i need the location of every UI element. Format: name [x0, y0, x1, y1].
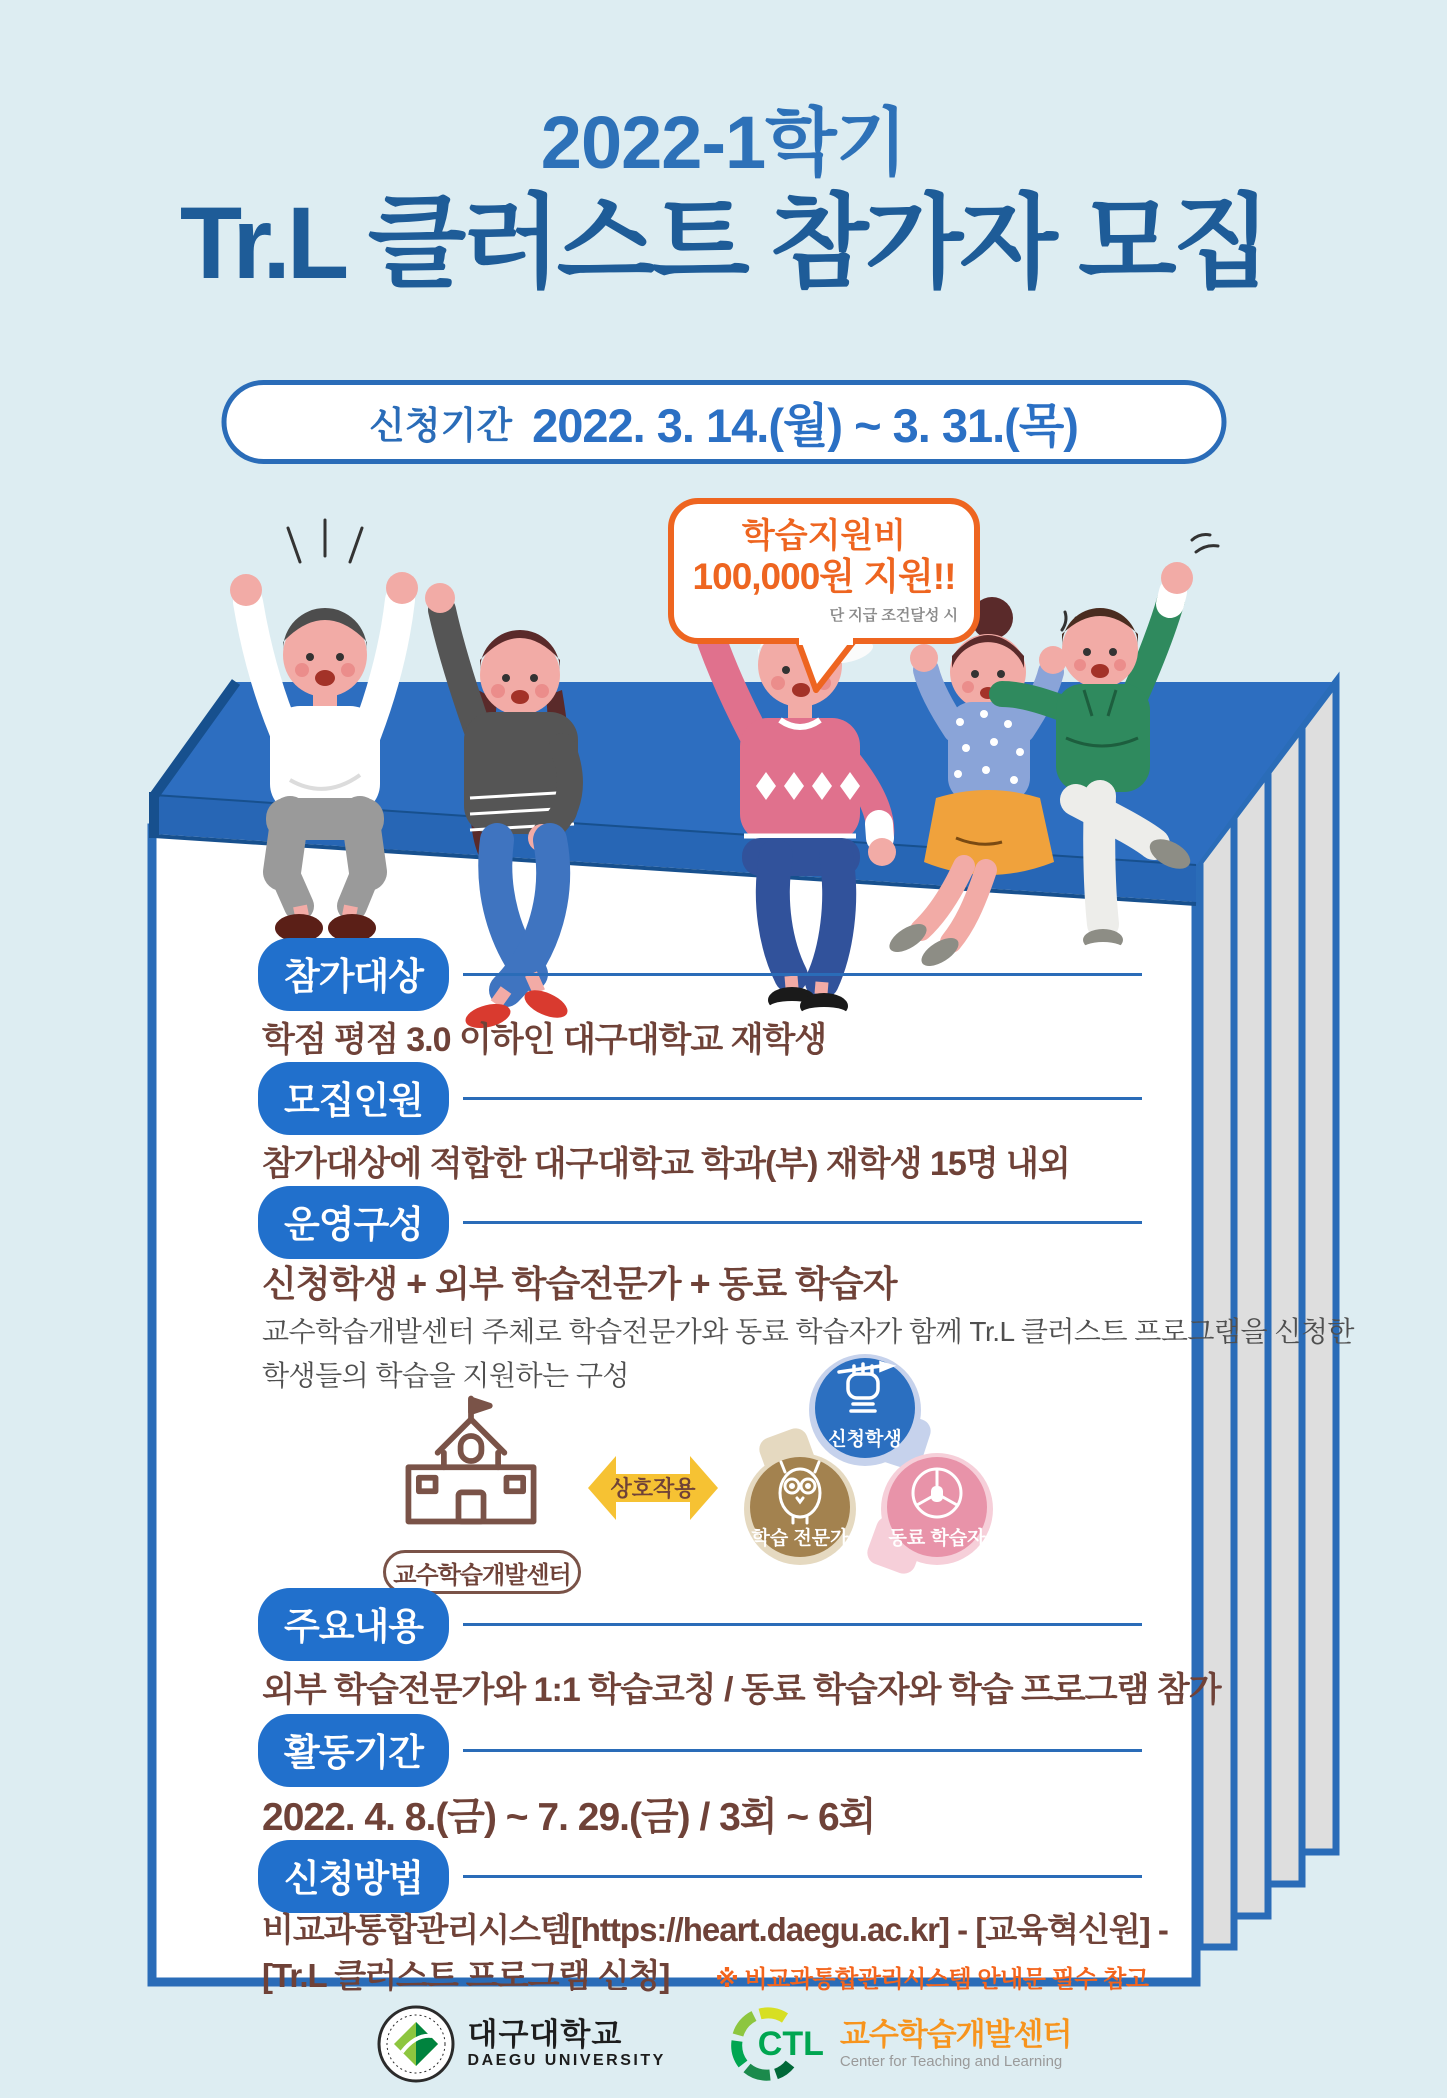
section-activity-period [258, 1714, 1142, 1787]
daegu-university-seal-icon [376, 2004, 456, 2084]
section-divider [463, 1623, 1142, 1626]
page-title: Tr.L 클러스트 참가자 모집 [179, 186, 1268, 300]
period-label: 신청기간 [369, 405, 513, 446]
period-value: 2022. 3. 14.(월) ~ 3. 31.(목) [532, 398, 1078, 452]
section-participants [258, 938, 1142, 1011]
structure-desc-line1: 교수학습개발센터 주체로 학습전문가와 동료 학습자가 함께 Tr.L 클러스트 프로그램을 신청한 [262, 1316, 1354, 1347]
main-content-body: 외부 학습전문가와 1:1 학습코칭 / 동료 학습자와 학습 프로그램 참가 [262, 1671, 1221, 1709]
apply-method-line1: 비교과통합관리시스템[https://heart.daegu.ac.kr] - [교육혁신원] - [262, 1911, 1168, 1948]
section-divider [463, 1749, 1142, 1752]
bubble-line2: 100,000원 지원!! [692, 556, 956, 598]
bubble-line1: 학습지원비 [741, 517, 907, 555]
section-pill: 활동기간 [258, 1714, 449, 1787]
node-peer-learner [887, 1457, 987, 1557]
section-divider [463, 1221, 1142, 1224]
ctl-name-kr: 교수학습개발센터 [839, 2017, 1072, 2053]
section-pill: 참가대상 [258, 938, 449, 1011]
bubble-tail-icon [792, 636, 862, 698]
section-divider [463, 1097, 1142, 1100]
support-fee-bubble [668, 498, 980, 644]
node-applicant-student [815, 1358, 915, 1458]
semester-title: 2022-1학기 [540, 101, 907, 184]
node-learning-expert [750, 1457, 850, 1557]
section-main-content [258, 1588, 1142, 1661]
section-divider [463, 1875, 1142, 1878]
structure-headline: 신청학생 + 외부 학습전문가 + 동료 학습자 [262, 1263, 897, 1304]
daegu-university-logo [376, 2004, 666, 2084]
ctl-name-en: Center for Teaching and Learning [839, 2052, 1063, 2070]
apply-method-line2: [Tr.L 클러스트 프로그램 신청] [262, 1957, 670, 1994]
apply-method-note: ※ 비교과통합관리시스템 안내문 필수 참고 [715, 1966, 1149, 1993]
section-divider [463, 973, 1142, 976]
node-label: 동료 학습자 [888, 1528, 986, 1549]
bubble-caption: 단 지급 조건달성 시 [829, 606, 958, 624]
node-label: 신청학생 [828, 1429, 902, 1450]
footer-logos [0, 2004, 1447, 2084]
section-pill: 모집인원 [258, 1062, 449, 1135]
ctl-abbr: CTL [757, 2024, 824, 2063]
section-pill: 주요내용 [258, 1588, 449, 1661]
recruit-count-body: 참가대상에 적합한 대구대학교 학과(부) 재학생 15명 내외 [262, 1145, 1070, 1183]
university-name-kr: 대구대학교 [467, 2016, 623, 2052]
participants-body: 학점 평점 3.0 이하인 대구대학교 재학생 [262, 1021, 827, 1059]
interaction-arrow-icon [586, 1438, 720, 1538]
section-structure [258, 1186, 1142, 1259]
section-recruit-count [258, 1062, 1142, 1135]
interaction-arrow-label: 상호작용 [610, 1476, 696, 1501]
structure-desc-line2: 학생들의 학습을 지원하는 구성 [262, 1360, 629, 1391]
diagram-center-label: 교수학습개발센터 [383, 1550, 581, 1594]
motion-lines-icon [288, 520, 362, 562]
section-pill: 신청방법 [258, 1840, 449, 1913]
building-icon [398, 1380, 544, 1540]
section-apply-method [258, 1840, 1142, 1913]
ctl-logo [730, 2007, 1072, 2081]
apply-method-row2 [262, 1950, 1149, 1997]
section-pill: 운영구성 [258, 1186, 449, 1259]
activity-period-body: 2022. 4. 8.(금) ~ 7. 29.(금) / 3회 ~ 6회 [262, 1796, 876, 1839]
university-name-en: DAEGU UNIVERSITY [467, 2052, 666, 2070]
motion-lines-icon [1192, 535, 1218, 552]
roles-diagram [735, 1348, 1015, 1576]
node-label: 학습 전문가 [751, 1528, 849, 1549]
